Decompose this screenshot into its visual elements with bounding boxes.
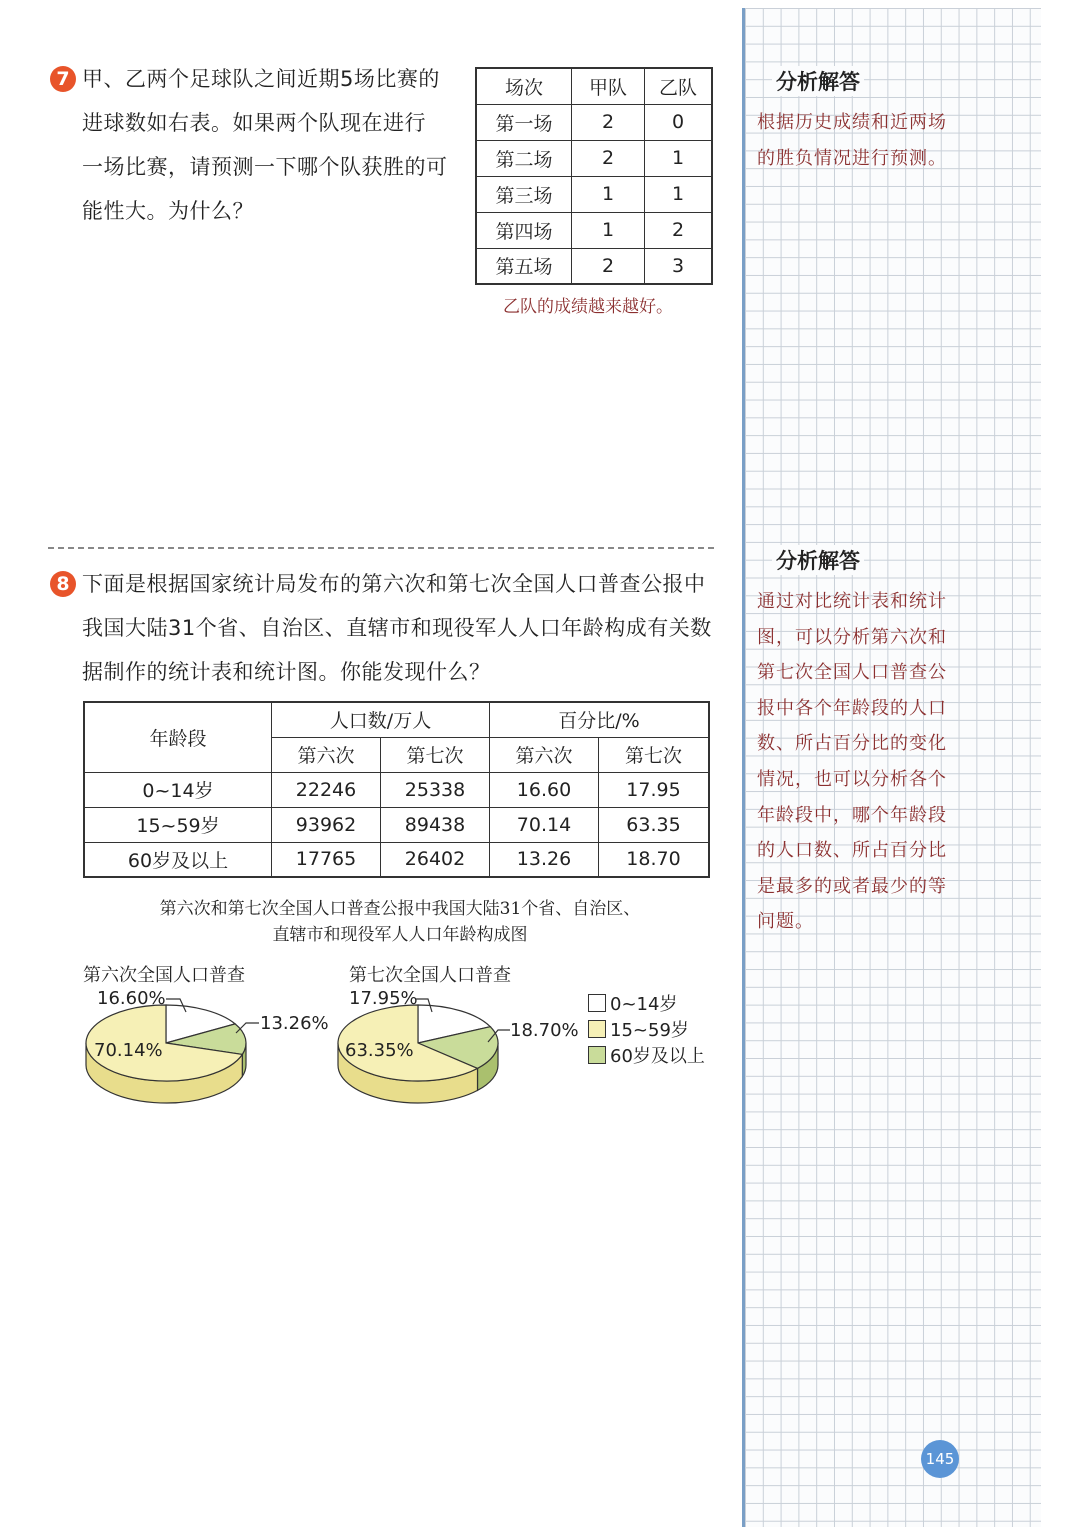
legend-label-2: 60岁及以上 bbox=[610, 1046, 705, 1067]
sub-header: 第六次 bbox=[272, 737, 381, 772]
table-cell: 0~14岁 bbox=[84, 772, 272, 807]
table-cell: 70.14 bbox=[490, 807, 599, 842]
table-cell: 第一场 bbox=[476, 104, 572, 140]
question-7-line-4: 能性大。为什么？ bbox=[82, 199, 254, 223]
table-header: 乙队 bbox=[645, 68, 713, 104]
chart-caption-line-2: 直辖市和现役军人人口年龄构成图 bbox=[272, 925, 528, 945]
table-cell: 第二场 bbox=[476, 140, 572, 176]
table-cell: 25338 bbox=[381, 772, 490, 807]
legend-label-0: 0~14岁 bbox=[610, 994, 678, 1015]
legend-item-1 bbox=[588, 1016, 689, 1042]
table-cell: 60岁及以上 bbox=[84, 842, 272, 877]
analysis-note-2: 通过对比统计表和统计图，可以分析第六次和第七次全国人口普查公报中各个年龄段的人口数、所占百分比的变化情况，也可以分析各个年龄段中，哪个年龄段的人口数、所占百分比是最多的或者最少的等问题。 bbox=[757, 591, 947, 933]
pie-2-title: 第七次全国人口普查 bbox=[349, 965, 511, 986]
table-cell: 2 bbox=[572, 140, 645, 176]
table-cell: 18.70 bbox=[599, 842, 710, 877]
pie-2-label-1: 63.35% bbox=[345, 1040, 414, 1061]
table-cell: 13.26 bbox=[490, 842, 599, 877]
legend-swatch-1 bbox=[588, 1020, 606, 1038]
table-cell: 第三场 bbox=[476, 176, 572, 212]
pie-1-label-1: 70.14% bbox=[94, 1040, 163, 1061]
leader-line bbox=[416, 999, 432, 1012]
question-7-number: 7 bbox=[50, 66, 76, 92]
question-7-line-1: 甲、乙两个足球队之间近期5场比赛的 bbox=[82, 67, 440, 91]
table-header: 甲队 bbox=[572, 68, 645, 104]
table-cell: 2 bbox=[645, 212, 713, 248]
sub-header: 第六次 bbox=[490, 737, 599, 772]
question-8-line-3: 据制作的统计表和统计图。你能发现什么？ bbox=[82, 660, 491, 684]
pie-1-title: 第六次全国人口普查 bbox=[83, 965, 245, 986]
leader-line bbox=[166, 999, 186, 1012]
question-7-line-2: 进球数如右表。如果两个队现在进行 bbox=[82, 111, 426, 135]
table-cell: 17765 bbox=[272, 842, 381, 877]
table-cell: 26402 bbox=[381, 842, 490, 877]
pie-2-label-2: 18.70% bbox=[510, 1020, 579, 1041]
table-cell: 1 bbox=[572, 176, 645, 212]
analysis-note-1: 根据历史成绩和近两场的胜负情况进行预测。 bbox=[757, 112, 947, 169]
chart-caption-line-1: 第六次和第七次全国人口普查公报中我国大陆31个省、自治区、 bbox=[159, 899, 641, 919]
table-cell: 2 bbox=[572, 248, 645, 284]
pie-1-label-2: 13.26% bbox=[260, 1013, 329, 1034]
legend-item-0 bbox=[588, 990, 677, 1016]
table-cell: 0 bbox=[645, 104, 713, 140]
legend-item-2 bbox=[588, 1042, 705, 1068]
question-7-answer: 乙队的成绩越来越好。 bbox=[503, 297, 673, 317]
question-7-line-3: 一场比赛，请预测一下哪个队获胜的可 bbox=[82, 155, 448, 179]
analysis-title-2: 分析解答 bbox=[772, 545, 864, 575]
leader-line bbox=[488, 1030, 510, 1042]
table-cell: 第四场 bbox=[476, 212, 572, 248]
table-cell: 63.35 bbox=[599, 807, 710, 842]
table-cell: 3 bbox=[645, 248, 713, 284]
age-header: 年龄段 bbox=[84, 702, 272, 772]
table-cell: 1 bbox=[572, 212, 645, 248]
leader-line bbox=[236, 1023, 259, 1033]
table-cell: 16.60 bbox=[490, 772, 599, 807]
table-cell: 22246 bbox=[272, 772, 381, 807]
population-header: 人口数/万人 bbox=[272, 702, 490, 737]
percent-header: 百分比/% bbox=[490, 702, 710, 737]
sub-header: 第七次 bbox=[381, 737, 490, 772]
question-8-number: 8 bbox=[50, 571, 76, 597]
table-cell: 1 bbox=[645, 176, 713, 212]
table-cell: 17.95 bbox=[599, 772, 710, 807]
table-cell: 2 bbox=[572, 104, 645, 140]
page-number-badge: 145 bbox=[921, 1440, 959, 1478]
sub-header: 第七次 bbox=[599, 737, 710, 772]
table-cell: 第五场 bbox=[476, 248, 572, 284]
pie-2-label-0: 17.95% bbox=[349, 988, 418, 1009]
table-header: 场次 bbox=[476, 68, 572, 104]
table-cell: 15~59岁 bbox=[84, 807, 272, 842]
question-8-line-1: 下面是根据国家统计局发布的第六次和第七次全国人口普查公报中 bbox=[82, 572, 706, 596]
table-cell: 93962 bbox=[272, 807, 381, 842]
pie-1-label-0: 16.60% bbox=[97, 988, 166, 1009]
table-cell: 89438 bbox=[381, 807, 490, 842]
question-8-line-2: 我国大陆31个省、自治区、直辖市和现役军人人口年龄构成有关数 bbox=[82, 616, 712, 640]
legend-label-1: 15~59岁 bbox=[610, 1020, 689, 1041]
table-cell: 1 bbox=[645, 140, 713, 176]
legend-swatch-0 bbox=[588, 994, 606, 1012]
analysis-title-1: 分析解答 bbox=[772, 66, 864, 96]
legend-swatch-2 bbox=[588, 1046, 606, 1064]
